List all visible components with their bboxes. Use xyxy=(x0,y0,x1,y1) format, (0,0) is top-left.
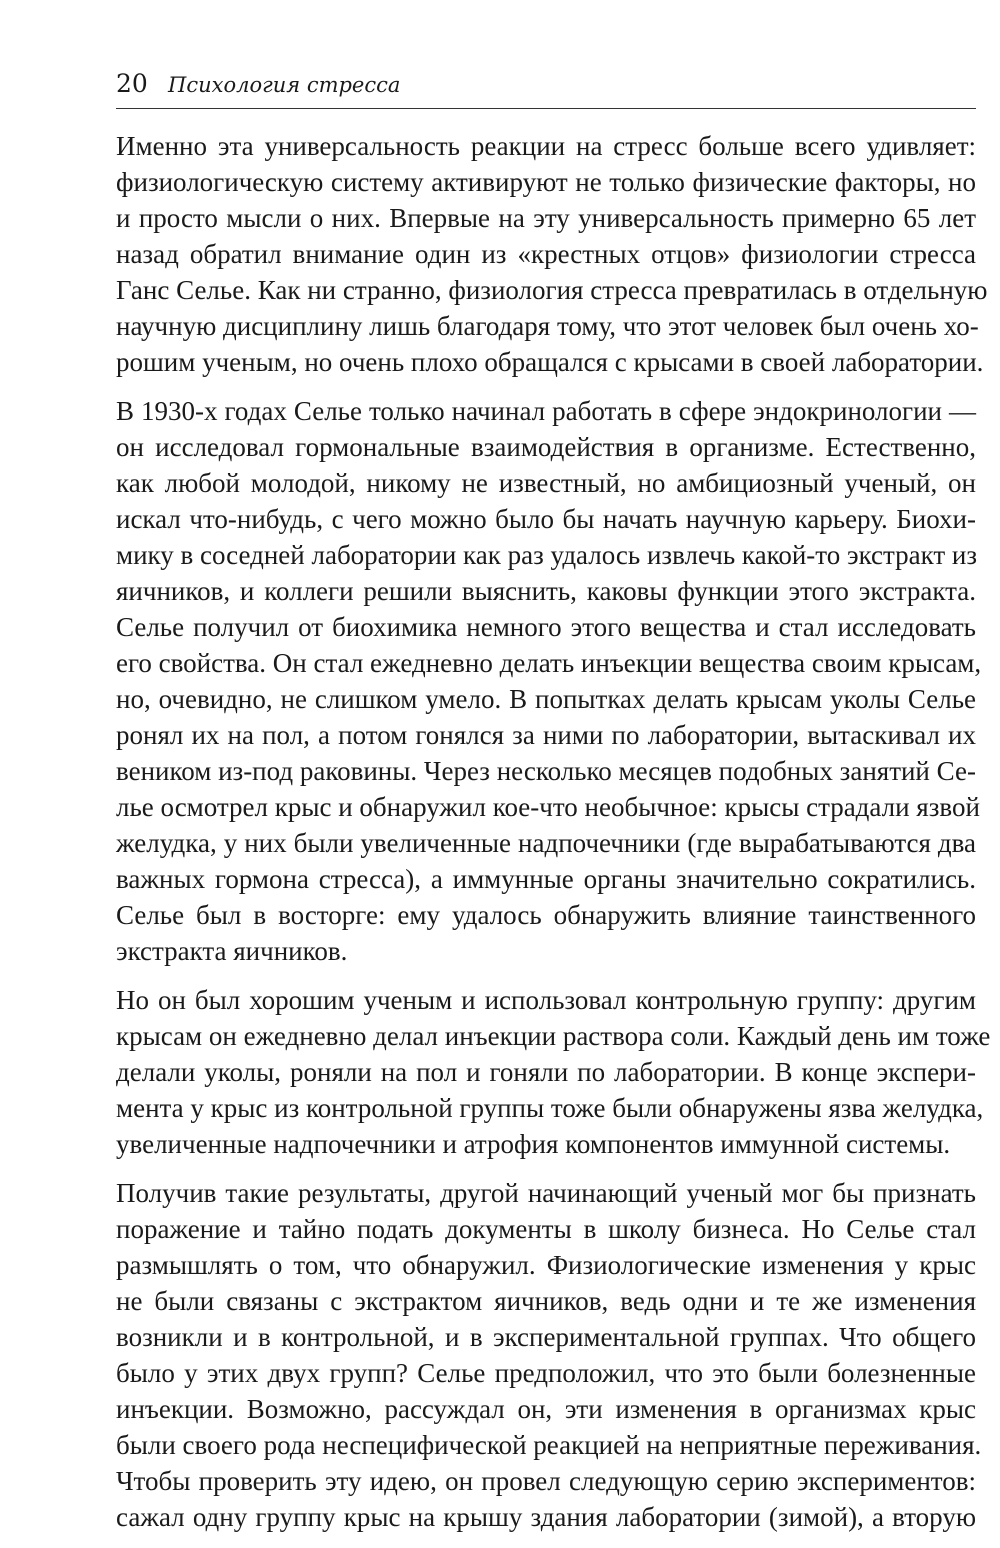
text-line: Чтобы проверить эту идею, он провел следующую серию экспериментов: xyxy=(116,1466,976,1496)
text-line: назад обратил внимание один из «крестных отцов» физиологии стресса xyxy=(116,239,976,269)
text-line: желудка, у них были увеличенные надпочечники (где вырабатываются два xyxy=(116,828,976,858)
paragraph xyxy=(116,128,988,380)
text-line: ронял их на пол, а потом гонялся за ними по лаборатории, вытаскивал их xyxy=(116,720,976,750)
text-line: крысам он ежедневно делал инъекции раствора соли. Каждый день им тоже xyxy=(116,1021,991,1051)
text-line: Но он был хорошим ученым и использовал контрольную группу: другим xyxy=(116,985,976,1015)
text-line: но, очевидно, не слишком умело. В попытках делать крысам уколы Селье xyxy=(116,684,976,714)
body-text xyxy=(116,128,991,1548)
paragraph xyxy=(116,1175,982,1535)
running-title: Психология стресса xyxy=(168,73,401,97)
text-line: мику в соседней лаборатории как раз удалось извлечь какой-то экстракт из xyxy=(116,540,978,570)
text-line: Ганс Селье. Как ни странно, физиология стресса превратилась в отдельную xyxy=(116,275,988,305)
text-line: сажал одну группу крыс на крышу здания лаборатории (зимой), а вторую xyxy=(116,1502,976,1532)
header-divider xyxy=(116,108,976,109)
paragraph xyxy=(116,982,991,1162)
text-line: были своего рода неспецифической реакцией на неприятные переживания. xyxy=(116,1430,982,1460)
text-line: он исследовал гормональные взаимодействия в организме. Естественно, xyxy=(116,432,976,462)
text-line: экстракта яичников. xyxy=(116,936,348,966)
text-line: поражение и тайно подать документы в школу бизнеса. Но Селье стал xyxy=(116,1214,976,1244)
page-header xyxy=(116,66,976,106)
text-line: как любой молодой, никому не известный, но амбициозный ученый, он xyxy=(116,468,976,498)
text-line: Селье был в восторге: ему удалось обнаружить влияние таинственного xyxy=(116,900,976,930)
text-line: научную дисциплину лишь благодаря тому, что этот человек был очень хо- xyxy=(116,311,979,341)
page-number: 20 xyxy=(116,69,148,98)
paragraph xyxy=(116,393,982,969)
text-line: В 1930-х годах Селье только начинал работать в сфере эндокринологии — xyxy=(116,396,976,426)
text-line: возникли и в контрольной, и в экспериментальной группах. Что общего xyxy=(116,1322,976,1352)
text-line: веником из-под раковины. Через несколько месяцев подобных занятий Се- xyxy=(116,756,976,786)
text-line: размышлять о том, что обнаружил. Физиологические изменения у крыс xyxy=(116,1250,976,1280)
text-line: рошим ученым, но очень плохо обращался с крысами в своей лаборатории. xyxy=(116,347,984,377)
text-line: физиологическую систему активируют не только физические факторы, но xyxy=(116,167,976,197)
text-line: Именно эта универсальность реакции на стресс больше всего удивляет: xyxy=(116,131,976,161)
text-line: увеличенные надпочечники и атрофия компонентов иммунной системы. xyxy=(116,1129,951,1159)
text-line: было у этих двух групп? Селье предположил, что это были болезненные xyxy=(116,1358,976,1388)
text-line: и просто мысли о них. Впервые на эту универсальность примерно 65 лет xyxy=(116,203,976,233)
text-line: делали уколы, роняли на пол и гоняли по лаборатории. В конце экспери- xyxy=(116,1057,976,1087)
text-line: Селье получил от биохимика немного этого вещества и стал исследовать xyxy=(116,612,976,642)
text-line: мента у крыс из контрольной группы тоже были обнаружены язва желудка, xyxy=(116,1093,984,1123)
text-line: Получив такие результаты, другой начинающий ученый мог бы признать xyxy=(116,1178,976,1208)
text-line: искал что-нибудь, с чего можно было бы начать научную карьеру. Биохи- xyxy=(116,504,976,534)
text-line: его свойства. Он стал ежедневно делать инъекции вещества своим крысам, xyxy=(116,648,982,678)
text-line: не были связаны с экстрактом яичников, ведь одни и те же изменения xyxy=(116,1286,976,1316)
text-line: важных гормона стресса), а иммунные органы значительно сократились. xyxy=(116,864,976,894)
text-line: яичников, и коллеги решили выяснить, каковы функции этого экстракта. xyxy=(116,576,976,606)
text-line: лье осмотрел крыс и обнаружил кое-что необычное: крысы страдали язвой xyxy=(116,792,980,822)
text-line: инъекции. Возможно, рассуждал он, эти изменения в организмах крыс xyxy=(116,1394,976,1424)
